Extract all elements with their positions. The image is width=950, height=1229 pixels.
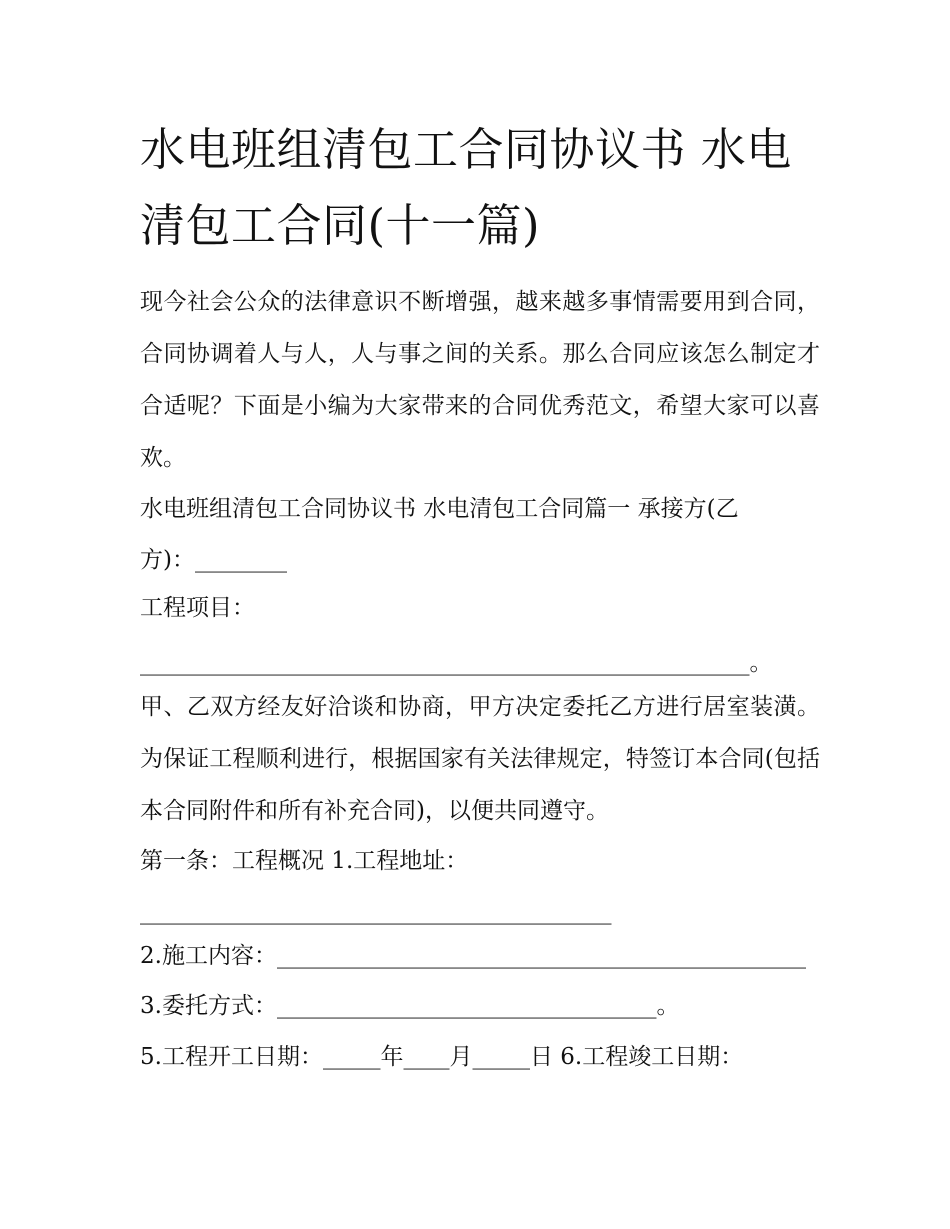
document-title: 水电班组清包工合同协议书 水电清包工合同(十一篇) bbox=[140, 123, 792, 252]
construction-content-line: 2.施工内容：______________________________________________ bbox=[140, 943, 806, 969]
agreement-paragraph: 甲、乙双方经友好洽谈和协商，甲方决定委托乙方进行居室装潢。为保证工程顺利进行，根据国家有关法律规定，特签订本合同(包括本合同附件和所有补充合同)，以便共同遵守。 bbox=[140, 694, 820, 824]
project-blank-line: _____________________________________________________。 bbox=[140, 650, 773, 676]
address-blank-line: _________________________________________ bbox=[140, 899, 612, 925]
article-one-line: 第一条：工程概况 1.工程地址： bbox=[140, 848, 469, 874]
part1-heading-line: 水电班组清包工合同协议书 水电清包工合同篇一 承接方(乙 bbox=[140, 496, 739, 522]
entrust-method-line: 3.委托方式：_________________________________。 bbox=[140, 993, 680, 1019]
intro-paragraph: 现今社会公众的法律意识不断增强，越来越多事情需要用到合同，合同协调着人与人，人与事之间的关系。那么合同应该怎么制定才合适呢？下面是小编为大家带来的合同优秀范文，希望大家可以喜欢。 bbox=[140, 289, 820, 471]
project-label: 工程项目： bbox=[140, 595, 255, 621]
party-b-line: 方)：________ bbox=[140, 547, 287, 573]
dates-line: 5.工程开工日期：_____年____月_____日 6.工程竣工日期： bbox=[140, 1044, 744, 1070]
